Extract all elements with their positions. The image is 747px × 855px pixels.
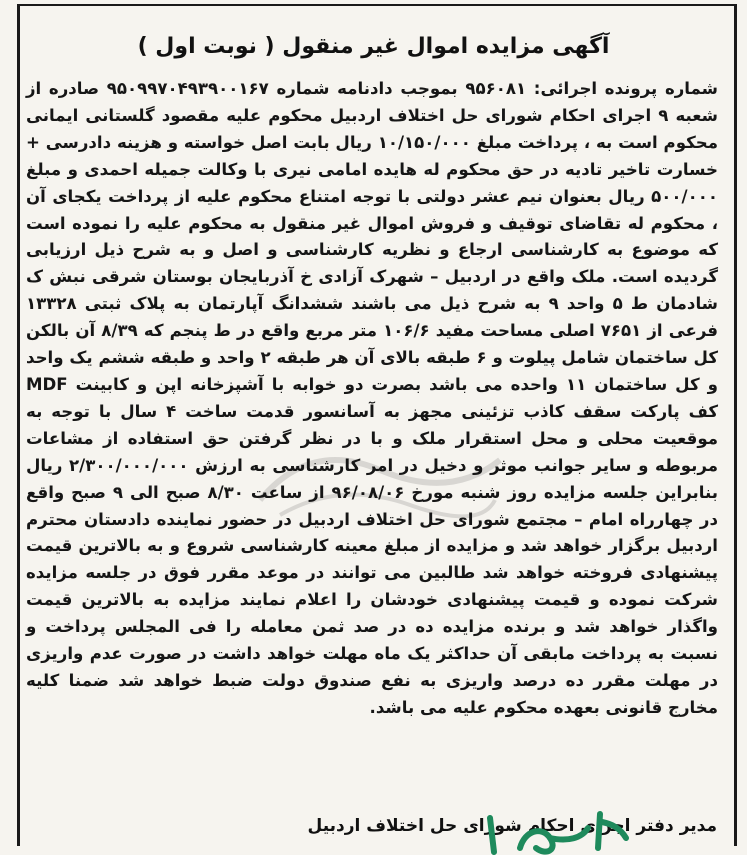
- handwritten-number-mark: [480, 808, 630, 855]
- signature-line: مدیر دفتر اجرای احکام شورای حل اختلاف اردبیل: [307, 816, 717, 836]
- notice-title: آگهی مزایده اموال غیر منقول ( نوبت اول ): [137, 34, 610, 59]
- notice-body: شماره پرونده اجرائی: ۹۵۶۰۸۱ بموجب دادنامه شماره ۹۵۰۹۹۷۰۴۹۳۹۰۰۱۶۷ صادره از شعبه ۹ اجرای احکام شورای حل اختلاف اردبیل محکوم علیه مقصود گلستانی ایمانی محکوم است به ، پرداخت مبلغ ۱۰/۱۵۰/۰۰۰ ریال بابت اصل خواسته و هزینه دادرسی + خسارت تاخیر تادیه در حق محکوم له هایده امامی نیری با وکالت جمیله احمدی و مبلغ ۵۰۰/۰۰۰ ریال بعنوان نیم عشر دولتی با توجه امتناع محکوم علیه از پرداخت یکجای آن ، محکوم له تقاضای توقیف و فروش اموال غیر منقول به محکوم علیه را نموده است که موضوع به کارشناسی ارجاع و نظریه کارشناسی و اصل و به شرح ذیل ارزیابی گردیده است. ملک واقع در اردبیل – شهرک آزادی خ آذربایجان بوستان شرقی نبش ک شادمان ط ۵ واحد ۹ به شرح ذیل می باشند ششدانگ آپارتمان به پلاک ثبتی ۱۳۳۲۸ فرعی از ۷۶۵۱ اصلی مساحت مفید ۱۰۶/۶ متر مربع واقع در ط پنجم که ۸/۳۹ آن بالکن کل ساختمان شامل پیلوت و ۶ طبقه بالای آن هر طبقه ۲ واحد و طبقه ششم یک واحد و کل ساختمان ۱۱ واحده می باشد بصرت دو خوابه با آشپزخانه اپن و کابینت MDF کف پارکت سقف کاذب تزئینی مجهز به آسانسور قدمت ساخت ۴ سال با توجه به موقعیت محلی و محل استقرار ملک و با در نظر گرفتن حق استفاده از مشاعات مربوطه و سایر جوانب موثر و دخیل در امر کارشناسی به ارزش ۲/۳۰۰/۰۰۰/۰۰۰ ریال بنابراین جلسه مزایده روز شنبه مورخ ۹۶/۰۸/۰۶ از ساعت ۸/۳۰ صبح الی ۹ صبح واقع در چهارراه امام – مجتمع شورای حل اختلاف اردبیل در حضور نماینده دادستان محترم اردبیل برگزار خواهد شد و مزایده از مبلغ معینه کارشناسی شروع و به بالاترین قیمت پیشنهادی فروخته خواهد شد طالبین می توانند در موعد مقرر فوق در جلسه مزایده شرکت نموده و قیمت پیشنهادی خودشان را اعلام نمایند مزایده به بالاترین قیمت واگذار خواهد شد و برنده مزایده ده در صد ثمن معامله را فی المجلس پرداخت و نسبت به پرداخت مابقی آن حداکثر یک ماه مهلت خواهد داشت در صورت عدم واریزی در مهلت مقرر ده درصد واریزی به نفع صندوق دولت ضبط خواهد شد ضمنا کلیه مخارج قانونی بعهده محکوم علیه می باشد.: [26, 79, 719, 717]
